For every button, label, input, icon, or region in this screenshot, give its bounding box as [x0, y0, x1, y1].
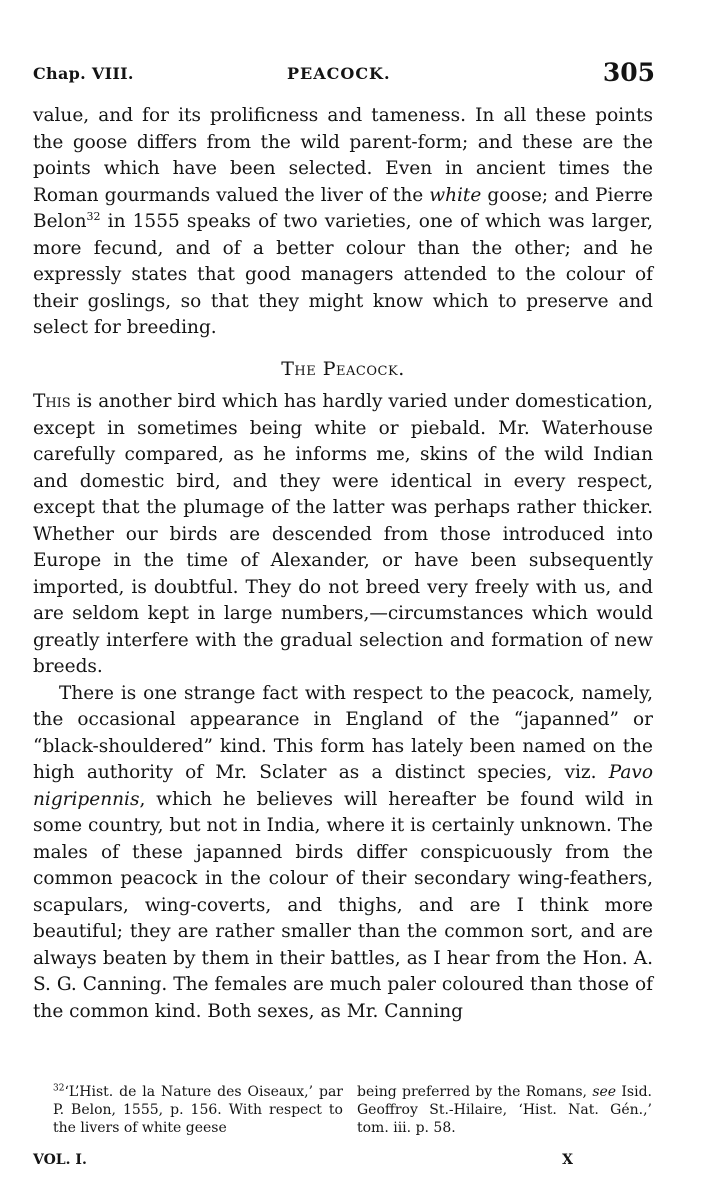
para3-text-end: , which he believes will hereafter be found wild in some country, but not in India, where it is certainly unknown. The males of these japanned birds differ conspicuously from the common peacock in the colour of their secondary wing-feathers, scapulars, wing-coverts, and thighs, and are I think more beautiful; they are rather smaller than the common sort, and are always beaten by them in their battles, as I hear from the Hon. A. S. G. Canning. The females are much paler coloured than those of the common kind. Both sexes, as Mr. Canning	[33, 788, 653, 1022]
signature-mark: X	[562, 1152, 573, 1168]
signature-line	[33, 1152, 653, 1174]
para2-text: is another bird which has hardly varied under domestication, except in sometimes being white or piebald. Mr. Waterhouse carefully compared, as he informs me, skins of the wild Indian and domestic bird, and they were identical in every respect, except that the plumage of the latter was perhaps rather thicker. Whether our birds are descended from those introduced into Europe in the time of Alexander, or have been subsequently imported, is doubtful. They do not breed very freely with us, and are seldom kept in large numbers,—circumstances which would greatly interfere with the gradual selection and formation of new breeds.	[33, 391, 653, 677]
para1-italic-white: white	[429, 184, 482, 206]
footnote-right-column	[357, 1083, 652, 1137]
body-text	[33, 103, 653, 1025]
running-head	[33, 58, 655, 90]
section-heading: The Peacock.	[281, 357, 405, 380]
footnote-left-column	[53, 1083, 343, 1137]
footnote-marker: 32	[53, 1083, 65, 1094]
paragraph-japanned	[33, 681, 653, 1026]
volume-signature: VOL. I.	[33, 1152, 87, 1168]
footnote-right-text-start: being preferred by the Romans,	[357, 1084, 593, 1100]
running-title: PEACOCK.	[287, 64, 391, 83]
para1-text-start: value, and for its prolificness and tameness. In all these points the goose differs from the wild parent-form; and these are the points which have been selected. Even in ancient times the Roman gourmands valued the liver of the	[33, 105, 653, 206]
paragraph-goose	[33, 103, 653, 342]
para1-text-mid: goose; and Pierre Belon	[33, 184, 653, 232]
para1-text-end: in 1555 speaks of two varieties, one of which was larger, more fecund, and of a better colour than the other; and he expressly states that good managers attended to the colour of their goslings, so that they might know which to preserve and select for breeding.	[33, 211, 653, 338]
para2-lead-word: This	[33, 391, 71, 412]
footnote-right-text-end: Isid. Geoffroy St.-Hilaire, ‘Hist. Nat. Gén.,’ tom. iii. p. 58.	[357, 1084, 652, 1136]
chapter-label: Chap. VIII.	[33, 64, 134, 83]
page-number: 305	[602, 58, 655, 87]
paragraph-peacock-intro	[33, 389, 653, 681]
para3-text-start: There is one strange fact with respect to the peacock, namely, the occasional appearance in England of the “japanned” or “black-shouldered” kind. This form has lately been named on the high authority of Mr. Sclater as a distinct species, viz.	[33, 682, 653, 783]
species-name: Pavo nigripennis	[33, 762, 653, 810]
footnote-ref-32: 32	[86, 209, 101, 223]
footnote-see: see	[592, 1084, 617, 1100]
footnote	[33, 1083, 653, 1147]
footnote-left-text: ‘L’Hist. de la Nature des Oiseaux,’ par P. Belon, 1555, p. 156. With respect to the livers of white geese	[53, 1084, 343, 1136]
